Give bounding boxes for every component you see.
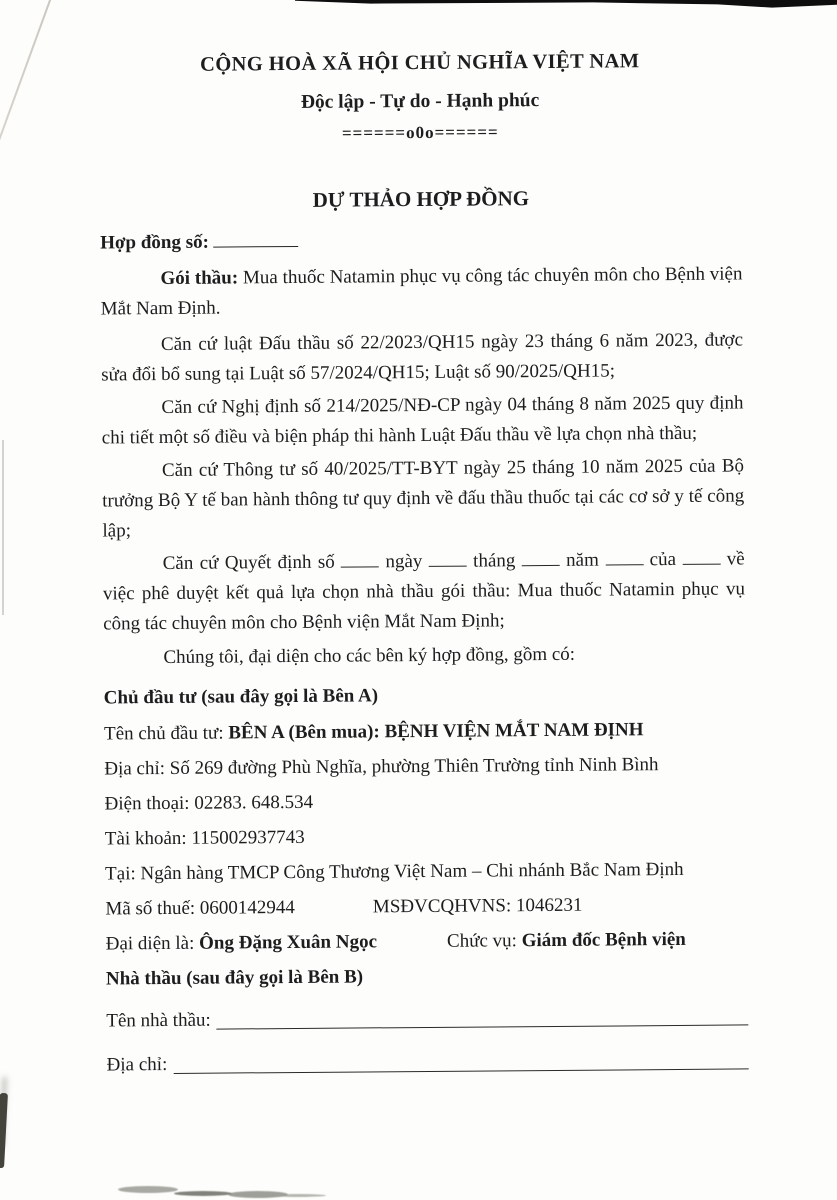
text-run: Tên nhà thầu: [106,1009,211,1032]
national-title: CỘNG HOÀ XÃ HỘI CHỦ NGHĨA VIỆT NAM [199,50,640,76]
document-body [100,223,749,1080]
national-motto: Độc lập - Tự do - Hạnh phúc [300,90,540,113]
legal-basis-law [101,325,748,390]
party-a-bank [105,854,747,889]
contract-number-line [100,223,742,258]
bold-text-run: Giám đốc Bệnh viện [521,928,686,952]
text-run: Mã số thuế: 0600142944 [105,896,295,920]
column-gap [295,911,373,913]
party-a-address [104,749,746,784]
column-gap [377,946,447,948]
bold-text-run: Hợp đồng số: [100,231,214,254]
national-header [99,47,742,146]
bold-text-run: Chủ đầu tư (sau đây gọi là Bên A) [103,685,379,709]
text-run: ngày [378,550,429,573]
text-run: Địa chỉ: Số 269 đường Phù Nghĩa, phường Thiên Trường tỉnh Ninh Bình [104,754,659,780]
text-run: về việc phê duyệt kết quả lựa chọn nhà thầu gói thầu: Mua thuốc Natamin phục vụ công tác chuyên môn cho Bệnh viện Mắt Nam Định; [102,548,750,635]
blank-underline [429,551,467,567]
party-a-account [105,819,747,854]
text-run: Tại: Ngân hàng TMCP Công Thương Việt Nam – Chi nhánh Bắc Nam Định [105,858,684,885]
text-run: MSĐVCQHVNS: 1046231 [372,894,583,918]
document-title: DỰ THẢO HỢP ĐỒNG [312,186,530,212]
text-run: Chức vụ: [446,930,522,952]
text-run: năm [559,549,606,571]
text-run: tháng [466,550,522,572]
text-run: Chúng tôi, đại diện cho các bên ký hợp đồng, gồm có: [163,643,576,669]
legal-basis-decision [102,544,750,639]
party-a-tax [105,889,747,924]
text-run: Tài khoản: 115002937743 [104,826,305,850]
parties-intro [103,638,745,673]
text-run: Căn cứ Nghị định số 214/2025/NĐ-CP ngày 04 tháng 8 năm 2025 quy định chi tiết một số điều và biện pháp thi hành Luật Đấu thầu về lựa chọn nhà thầu; [101,392,749,449]
blank-underline [682,549,720,565]
text-run: Mua thuốc Natamin phục vụ công tác chuyên môn cho Bệnh viện Mắt Nam Định. [100,263,748,320]
party-a-representative [106,924,748,959]
package-line [100,259,748,324]
text-run: Căn cứ Quyết định số [162,551,342,575]
party-b-name [106,1001,748,1036]
text-run: của [643,548,683,571]
scan-artifact-bottom-smudge [118,1186,178,1193]
bold-text-run: BÊN A (Bên mua): BỆNH VIỆN MẮT NAM ĐỊNH [228,719,644,744]
header-divider: ======o0o====== [341,122,499,143]
blank-underline [605,549,643,565]
scan-artifact-bottom-left-mark [0,1093,8,1168]
party-a-phone [104,784,746,819]
fill-underline [173,1068,748,1074]
text-run: Tên chủ đầu tư: [103,722,229,745]
bold-text-run: Ông Đặng Xuân Ngọc [198,931,378,954]
party-a-name [104,714,746,749]
text-run: Căn cứ luật Đấu thầu số 22/2023/QH15 ngày 23 tháng 6 năm 2023, được sửa đổi bổ sung tại Luật số 57/2024/QH15; Luật số 90/2025/QH15; [101,329,748,386]
bold-text-run: Gói thầu: [160,267,244,290]
fill-underline [217,1024,749,1029]
text-run: Điện thoại: 02283. 648.534 [104,791,314,815]
party-b-address [107,1045,749,1080]
blank-underline [341,551,379,567]
text-run: Đại diện là: [105,932,200,955]
blank-underline [214,231,299,248]
party-b-heading [106,959,748,994]
legal-basis-decree [101,388,749,453]
text-run: Địa chỉ: [106,1053,168,1076]
text-run: Căn cứ Thông tư số 40/2025/TT-BYT ngày 25 tháng 10 năm 2025 của Bộ trưởng Bộ Y tế ban hành thông tư quy định về đấu thầu thuốc tại các cơ sở y tế công lập; [102,455,750,542]
blank-underline [522,550,560,566]
bold-text-run: Nhà thầu (sau đây gọi là Bên B) [105,966,364,990]
party-a-heading [104,678,746,713]
legal-basis-circular [102,451,750,546]
